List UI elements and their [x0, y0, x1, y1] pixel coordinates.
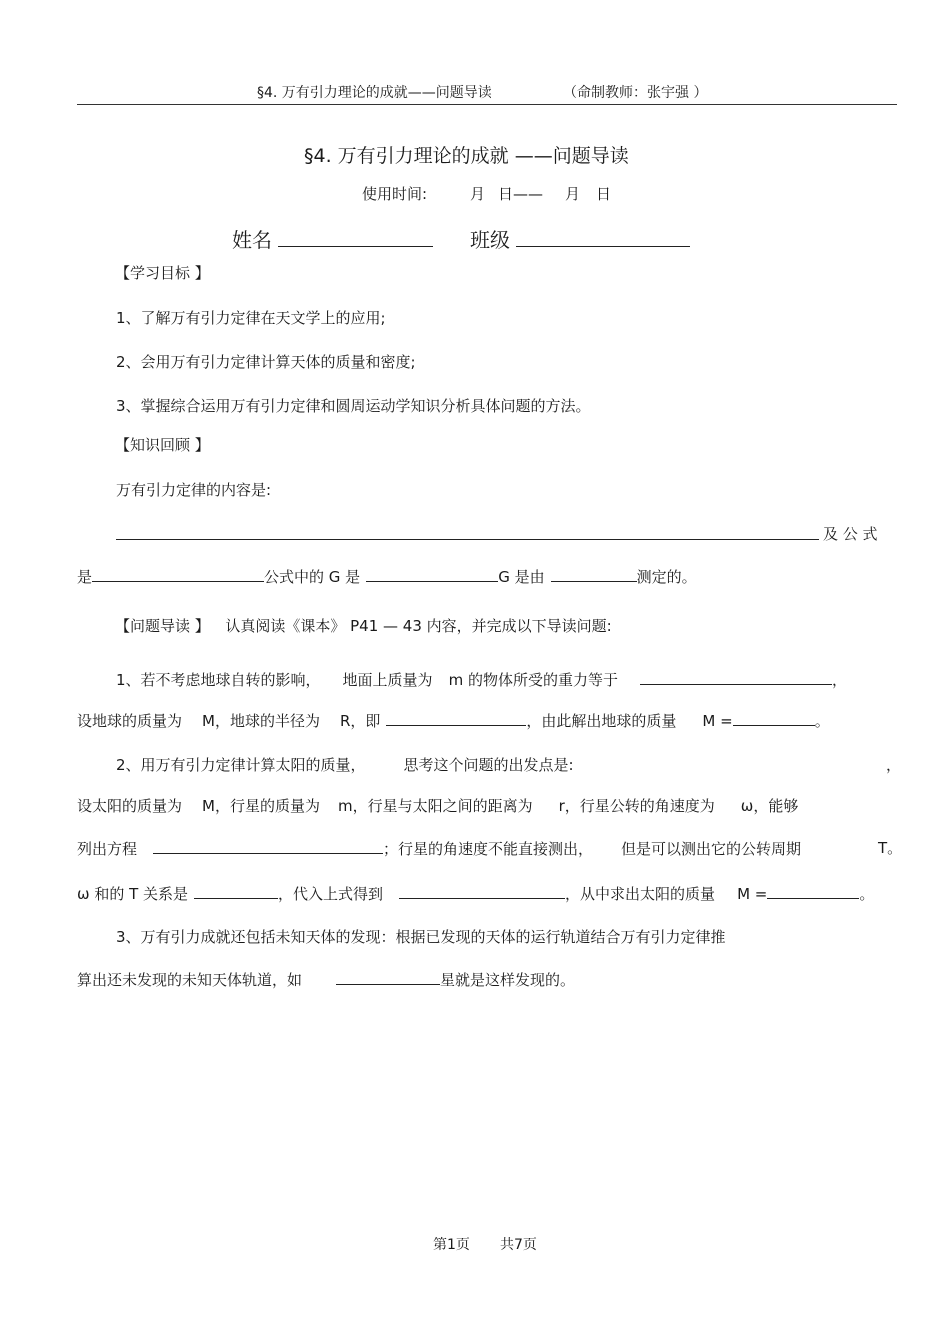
review-line2	[77, 565, 697, 587]
q1-line1	[116, 668, 847, 690]
class-blank[interactable]	[516, 226, 690, 247]
guide-heading: 【问题导读 】	[115, 617, 210, 635]
review-prompt: 万有引力定律的内容是:	[116, 481, 272, 499]
q1-line2	[77, 709, 830, 731]
running-header-author: （命制教师：张宇强 ）	[563, 85, 708, 101]
equation-blank[interactable]	[386, 709, 526, 726]
page-number: 第1页	[433, 1237, 470, 1253]
q2-text-g: r，行星公转的角速度为	[558, 797, 715, 815]
q2-text-e: M，行星的质量为	[202, 797, 320, 815]
usage-time-day1: 日——	[498, 185, 544, 203]
q2-line1-comma: ，	[886, 756, 902, 774]
objectives-heading: 【学习目标 】	[115, 264, 210, 282]
q1-text-h: ，由此解出地球的质量	[526, 712, 677, 730]
objective-item: 3、掌握综合运用万有引力定律和圆周运动学知识分析具体问题的方法。	[116, 397, 591, 415]
name-field	[232, 224, 433, 253]
q2-text-f: m，行星与太阳之间的距离为	[337, 797, 533, 815]
q2-text-o: M =	[737, 885, 768, 903]
class-field	[470, 224, 690, 253]
guide-heading-line	[115, 615, 612, 636]
name-blank[interactable]	[278, 226, 433, 247]
review-heading: 【知识回顾 】	[115, 436, 210, 454]
review-line2-d: 测定的。	[636, 568, 697, 586]
q1-text-f: M，地球的半径为	[202, 712, 320, 730]
usage-time-month2: 月	[565, 185, 581, 203]
q1-text-d: ，	[831, 671, 847, 689]
q2-line1	[116, 754, 574, 775]
objective-item: 1、了解万有引力定律在天文学上的应用;	[116, 309, 386, 327]
q1-text-b: 地面上质量为	[342, 671, 433, 689]
substituted-equation-blank[interactable]	[399, 882, 565, 899]
q2-text-j: ；行星的角速度不能直接测出，	[383, 840, 594, 858]
q2-text-i: 列出方程	[77, 840, 138, 858]
gravity-blank[interactable]	[640, 668, 832, 685]
g-measured-by-blank[interactable]	[551, 565, 637, 582]
guide-intro: 认真阅读《课本》 P41 — 43 内容，并完成以下导读问题:	[225, 617, 612, 635]
law-content-blank[interactable]	[116, 539, 819, 540]
omega-t-relation-blank[interactable]	[194, 882, 278, 899]
g-meaning-blank[interactable]	[366, 565, 498, 582]
planet-blank[interactable]	[336, 968, 440, 985]
equation-of-motion-blank[interactable]	[153, 837, 383, 854]
q2-line2	[77, 795, 798, 816]
usage-time-label: 使用时间:	[362, 185, 428, 203]
q1-text-c: m 的物体所受的重力等于	[448, 671, 618, 689]
q2-text-a: 2、用万有引力定律计算太阳的质量，	[116, 756, 366, 774]
formula-blank[interactable]	[92, 565, 264, 582]
q3-line2	[77, 968, 575, 990]
q3-text-a: 算出还未发现的未知天体轨道，如	[77, 971, 303, 989]
review-line2-a: 是	[77, 568, 93, 586]
q1-text-j: 。	[814, 712, 830, 730]
earth-mass-blank[interactable]	[733, 709, 815, 726]
q1-text-g: R，即	[339, 712, 381, 730]
name-label: 姓名	[232, 228, 272, 252]
q2-text-h: ω，能够	[740, 797, 799, 815]
q3-text-b: 星就是这样发现的。	[440, 971, 576, 989]
q2-text-p: 。	[859, 885, 875, 903]
header-divider	[77, 104, 897, 105]
formula-label: 及 公 式	[823, 525, 878, 543]
running-header-title: §4. 万有引力理论的成就——问题导读	[257, 85, 492, 101]
page-title: §4. 万有引力理论的成就 ——问题导读	[304, 145, 629, 167]
q2-text-n: ，从中求出太阳的质量	[565, 885, 716, 903]
objective-item: 2、会用万有引力定律计算天体的质量和密度;	[116, 353, 416, 371]
q1-text-e: 设地球的质量为	[77, 712, 183, 730]
sun-mass-blank[interactable]	[767, 882, 859, 899]
q2-text-b: 思考这个问题的出发点是:	[403, 756, 574, 774]
q2-text-d: 设太阳的质量为	[77, 797, 183, 815]
q2-line3-end: T。	[878, 839, 903, 857]
usage-time-month1: 月	[470, 185, 486, 203]
q3-line1: 3、万有引力成就还包括未知天体的发现：根据已发现的天体的运行轨道结合万有引力定律推	[116, 928, 726, 946]
page-total: 共7页	[500, 1237, 537, 1253]
review-line2-c: G 是由	[498, 568, 545, 586]
class-label: 班级	[470, 228, 510, 252]
q2-line3	[77, 837, 801, 859]
review-line2-b: 公式中的 G 是	[264, 568, 361, 586]
usage-time-day2: 日	[596, 185, 612, 203]
q2-line4	[77, 882, 874, 904]
q2-text-l: ω 和的 T 关系是	[77, 885, 189, 903]
q2-text-m: ，代入上式得到	[278, 885, 384, 903]
q1-text-a: 1、若不考虑地球自转的影响，	[116, 671, 321, 689]
q2-text-k: 但是可以测出它的公转周期	[621, 840, 802, 858]
q1-text-i: M =	[702, 712, 733, 730]
